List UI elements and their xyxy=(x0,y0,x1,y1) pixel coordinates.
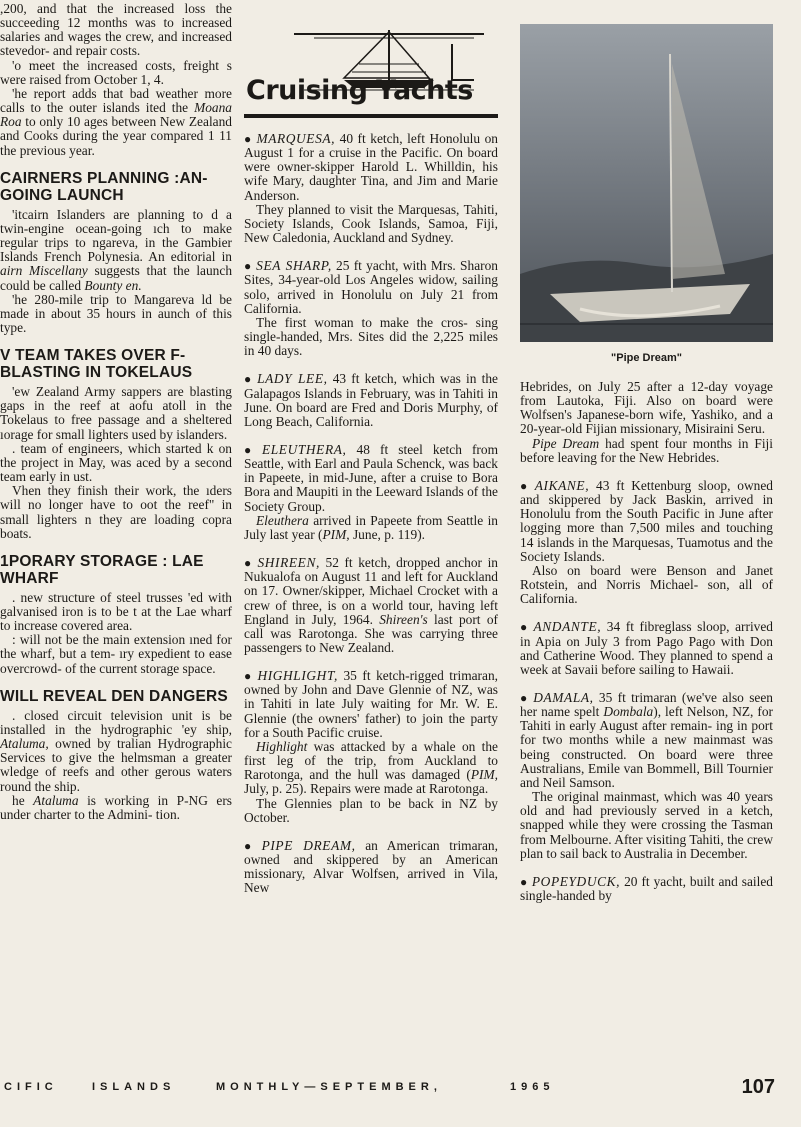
middle-column xyxy=(244,24,498,896)
left-column xyxy=(0,0,232,822)
footer-publication-part1: CIFIC xyxy=(4,1081,58,1093)
intro-paragraph-2: 'o meet the increased costs, freight s were raised from October 1, 4. xyxy=(0,57,232,87)
tokelau-paragraph-3: Vhen they finish their work, the ıders will no longer have to oot the reef" in small lighters n they are loading copra boats. xyxy=(0,483,232,541)
entry-damala: ● DAMALA, 35 ft trimaran (we've also seen her name spelt Dombala), left Nelson, NZ, for Tahiti in early August after remain- ing in port for two months while a new mainmast was being constructed. On board were three Australians, Emile van Bommell, Bill Tournier and Neil Samson. The original mainmast, which was 40 years old and had previously served in a ketch, snapped while they were crossing the Tasman from Melbourne. After visiting Tahiti, the crew plan to sail back to Australia in December. xyxy=(520,689,774,861)
page-footer xyxy=(0,1079,801,1103)
entry-aikane: ● AIKANE, 43 ft Kettenburg sloop, owned and skippered by Jack Baskin, arrived in Honolulu from the South Pacific in June after logging more than 7,500 miles and touching 14 islands in the Marquesas, Tuamotus and the Society Islands. Also on board were Benson and Janet Rotstein, and Norris Michael- son, all of California. xyxy=(520,477,774,607)
entry-shireen: ● SHIREEN, 52 ft ketch, dropped anchor in Nukualofa on August 11 and left for Auckland on 17. Owner/skipper, Michael Crocket with a crew of three, is on a world tour, having left England in July, 1964. Shireen's last port of call was Rarotonga. She was carrying three passengers to New Zealand. xyxy=(244,555,499,655)
lae-paragraph-2: : will not be the main extension ıned for the wharf, but a tem- ıry expedient to ease overcrowd- of the current storage space. xyxy=(0,632,232,676)
bullet-icon: ● xyxy=(244,442,258,457)
entry-marquesa: ● MARQUESA, 40 ft ketch, left Honolulu on August 1 for a cruise in the Pacific. On board were owner-skipper Harold L. Whilldin, his wife Mary, daughter Tina, and Jim and Marie Anderson. They planned to visit the Marquesas, Tahiti, Society Islands, Cook Islands, Samoa, Fiji, New Caledonia, Auckland and Sydney. xyxy=(244,131,499,246)
bullet-icon: ● xyxy=(520,620,530,635)
bullet-icon: ● xyxy=(244,372,254,387)
cruising-yachts-logo xyxy=(244,24,498,118)
footer-year: 1965 xyxy=(510,1081,555,1093)
entry-highlight: ● HIGHLIGHT, 35 ft ketch-rigged trimaran, owned by John and Dave Glennie of NZ, was in Tahiti in late July waiting for Mr. W. E. Glennie (the owners' father) to join the party for a South Pacific cruise. Highlight was attacked by a whale on the first leg of the trip, from Auckland to Rarotonga, and the hull was damaged (PIM, July, p. 25). Repairs were made at Rarotonga. The Glennies plan to be back in NZ by October. xyxy=(244,668,498,825)
bullet-icon: ● xyxy=(520,478,531,493)
tokelau-paragraph-2: . team of engineers, which started k on the project in May, was aced by a second team early in ust. xyxy=(0,440,232,485)
tv-paragraph-2: he Ataluma is working in P-NG ers under charter to the Admini- tion. xyxy=(0,792,232,822)
section-heading-lae-wharf: 1PORARY STORAGE : LAE WHARF xyxy=(0,552,204,587)
footer-publication-part2: ISLANDS xyxy=(92,1081,176,1093)
bullet-icon: ● xyxy=(244,669,254,684)
section-heading-pitcairn: CAIRNERS PLANNING :AN-GOING LAUNCH xyxy=(0,169,208,204)
pipe-dream-photo xyxy=(520,24,773,342)
section-heading-tokelau: V TEAM TAKES OVER F-BLASTING IN TOKELAUS xyxy=(0,347,193,382)
bullet-icon: ● xyxy=(244,259,253,274)
entry-eleuthera: ● ELEUTHERA, 48 ft steel ketch from Seattle, with Earl and Paula Schenck, was back in Papeete, in mid-June, after a cruise to Bora Bora and Maupiti in the Leeward Islands of the Society Group. Eleuthera arrived in Papeete from Seattle in July last year (PIM, June, p. 119). xyxy=(244,441,499,542)
bullet-icon: ● xyxy=(520,874,528,889)
section-heading-tv-reveal: WILL REVEAL DEN DANGERS xyxy=(0,687,228,705)
pipe-dream-continued: Hebrides, on July 25 after a 12-day voyage from Lautoka, Fiji. Also on board were Wolfsen's Japanese-born wife, Yashiko, and a 20-year-old Fijian missionary, Misiraini Seru. xyxy=(520,379,773,437)
bullet-icon: ● xyxy=(244,838,258,853)
pipe-dream-continued-2: Pipe Dream had spent four months in Fiji before leaving for the New Hebrides. xyxy=(520,435,773,465)
section-title: Cruising Yachts xyxy=(246,75,473,106)
tv-paragraph-1: . closed circuit television unit is be installed in the hydrographic 'ey ship, Ataluma, owned by tralian Hydrographic Services to give the helmsman a greater wledge of reefs and other gerous waters round the ship. xyxy=(0,707,232,794)
intro-paragraph-3: 'he report adds that bad weather more calls to the outer islands ited the Moana Roa to only 10 ages between New Zealand and Cooks during the year compared 1 11 the previous year. xyxy=(0,85,232,158)
entry-popeyduck: ● POPEYDUCK, 20 ft yacht, built and sailed single-handed by xyxy=(520,873,774,903)
entry-pipe-dream: ● PIPE DREAM, an American trimaran, owned and skippered by an American missionary, Alvar Wolfsen, arrived in Vila, New xyxy=(244,837,498,896)
intro-paragraph-1: ,200, and that the increased loss the succeeding 12 months was to increased salaries and wages the crew, and increased stevedor- and repair costs. xyxy=(0,1,232,59)
right-column xyxy=(520,24,773,903)
pitcairn-paragraph-2: 'he 280-mile trip to Mangareva ld be made in about 35 hours in aunch of this type. xyxy=(0,291,232,335)
bullet-icon: ● xyxy=(520,690,530,705)
entry-lady-lee: ● LADY LEE, 43 ft ketch, which was in the Galapagos Islands in February, was in Tahiti in June. On board are Fred and Doris Murphy, of Long Beach, California. xyxy=(244,371,498,429)
page-number: 107 xyxy=(741,1076,775,1098)
footer-issue-month: MONTHLY—SEPTEMBER, xyxy=(216,1081,442,1093)
entry-andante: ● ANDANTE, 34 ft fibreglass sloop, arrived in Apia on July 3 from Pago Pago with Don and Catherine Wood. They planned to spend a week at Savaii before sailing to Hawaii. xyxy=(520,619,774,677)
photo-caption: "Pipe Dream" xyxy=(611,352,682,364)
pitcairn-paragraph-1: 'itcairn Islanders are planning to d a twin-engine ocean-going ıch to make regular trips to ngareva, in the Gambier Islands French Polynesia. An editorial in airn Miscellany suggests that the launch could be called Bounty en. xyxy=(0,206,233,293)
bullet-icon: ● xyxy=(244,556,254,571)
tokelau-paragraph-1: 'ew Zealand Army sappers are blasting gaps in the reef at aofu atoll in the Tokelaus to free passage and a sheltered ıorage for small lighters used by islanders. xyxy=(0,384,232,442)
bullet-icon: ● xyxy=(244,132,253,146)
entry-sea-sharp: ● SEA SHARP, 25 ft yacht, with Mrs. Sharon Sites, 34-year-old Los Angeles widow, sailing solo, arrived in Honolulu on July 21 from California. The first woman to make the cros- sing single-handed, Mrs. Sites did the 2,225 miles in 40 days. xyxy=(244,258,498,359)
lae-paragraph-1: . new structure of steel trusses 'ed with galvanised iron is to be t at the Lae wharf to increase covered area. xyxy=(0,589,232,634)
